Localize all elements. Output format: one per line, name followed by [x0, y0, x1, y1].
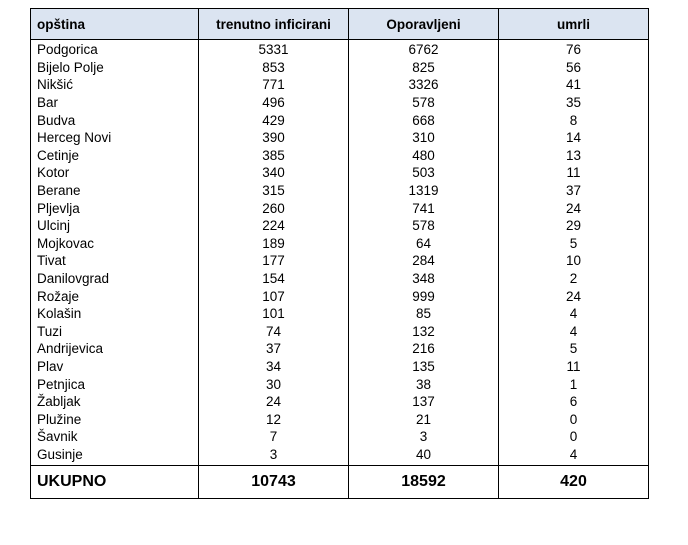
cell-municipality: Podgorica	[31, 40, 199, 59]
table-row	[31, 164, 649, 182]
cell-deaths: 4	[499, 446, 649, 466]
table-row	[31, 217, 649, 235]
cell-recovered: 40	[349, 446, 499, 466]
table-row	[31, 235, 649, 253]
cell-active-cases: 74	[199, 323, 349, 341]
cell-recovered: 216	[349, 340, 499, 358]
table-row	[31, 40, 649, 59]
cell-deaths: 37	[499, 182, 649, 200]
table-row	[31, 59, 649, 77]
cell-active-cases: 3	[199, 446, 349, 466]
cell-recovered: 578	[349, 94, 499, 112]
cell-recovered: 6762	[349, 40, 499, 59]
table-footer	[31, 466, 649, 499]
cell-recovered: 21	[349, 410, 499, 428]
table-row	[31, 270, 649, 288]
cell-deaths: 5	[499, 340, 649, 358]
cell-municipality: Kotor	[31, 164, 199, 182]
cell-deaths: 41	[499, 76, 649, 94]
cell-deaths: 11	[499, 358, 649, 376]
cell-deaths: 10	[499, 252, 649, 270]
cell-municipality: Nikšić	[31, 76, 199, 94]
table-row	[31, 340, 649, 358]
cell-active-cases: 177	[199, 252, 349, 270]
totals-recovered: 18592	[349, 466, 499, 499]
cell-municipality: Ulcinj	[31, 217, 199, 235]
cell-recovered: 3326	[349, 76, 499, 94]
cell-recovered: 668	[349, 111, 499, 129]
cell-municipality: Plužine	[31, 410, 199, 428]
cell-deaths: 6	[499, 393, 649, 411]
table-row	[31, 375, 649, 393]
cell-active-cases: 771	[199, 76, 349, 94]
cell-recovered: 38	[349, 375, 499, 393]
cell-deaths: 0	[499, 428, 649, 446]
cell-recovered: 137	[349, 393, 499, 411]
cell-recovered: 480	[349, 147, 499, 165]
table-row	[31, 287, 649, 305]
cell-deaths: 56	[499, 59, 649, 77]
table-row	[31, 147, 649, 165]
cell-deaths: 24	[499, 287, 649, 305]
cell-active-cases: 853	[199, 59, 349, 77]
cell-deaths: 4	[499, 305, 649, 323]
cell-deaths: 8	[499, 111, 649, 129]
table-row	[31, 393, 649, 411]
cell-recovered: 284	[349, 252, 499, 270]
table-row	[31, 446, 649, 466]
table-row	[31, 199, 649, 217]
table-row	[31, 323, 649, 341]
table-row	[31, 428, 649, 446]
cell-active-cases: 30	[199, 375, 349, 393]
cell-active-cases: 385	[199, 147, 349, 165]
cell-recovered: 135	[349, 358, 499, 376]
cell-deaths: 76	[499, 40, 649, 59]
cell-active-cases: 154	[199, 270, 349, 288]
totals-deaths: 420	[499, 466, 649, 499]
table-row	[31, 94, 649, 112]
cell-municipality: Danilovgrad	[31, 270, 199, 288]
cell-active-cases: 7	[199, 428, 349, 446]
cell-active-cases: 12	[199, 410, 349, 428]
cell-municipality: Berane	[31, 182, 199, 200]
cell-deaths: 0	[499, 410, 649, 428]
cell-municipality: Bijelo Polje	[31, 59, 199, 77]
cell-active-cases: 340	[199, 164, 349, 182]
table-body	[31, 40, 649, 466]
table-row	[31, 305, 649, 323]
cell-municipality: Pljevlja	[31, 199, 199, 217]
cell-deaths: 4	[499, 323, 649, 341]
cell-recovered: 825	[349, 59, 499, 77]
table-row	[31, 410, 649, 428]
table-header	[31, 9, 649, 40]
table-row	[31, 76, 649, 94]
cell-active-cases: 496	[199, 94, 349, 112]
totals-label: UKUPNO	[31, 466, 199, 499]
cell-active-cases: 390	[199, 129, 349, 147]
table-row	[31, 129, 649, 147]
cell-active-cases: 315	[199, 182, 349, 200]
cell-municipality: Rožaje	[31, 287, 199, 305]
cell-municipality: Bar	[31, 94, 199, 112]
totals-active-cases: 10743	[199, 466, 349, 499]
cell-deaths: 35	[499, 94, 649, 112]
table-row	[31, 111, 649, 129]
cell-municipality: Andrijevica	[31, 340, 199, 358]
cell-municipality: Petnjica	[31, 375, 199, 393]
cell-deaths: 13	[499, 147, 649, 165]
cell-municipality: Žabljak	[31, 393, 199, 411]
cell-recovered: 85	[349, 305, 499, 323]
cell-municipality: Plav	[31, 358, 199, 376]
cell-active-cases: 37	[199, 340, 349, 358]
cell-municipality: Mojkovac	[31, 235, 199, 253]
cell-recovered: 503	[349, 164, 499, 182]
cell-recovered: 1319	[349, 182, 499, 200]
totals-row	[31, 466, 649, 499]
header-recovered: Oporavljeni	[349, 9, 499, 40]
cell-recovered: 132	[349, 323, 499, 341]
cell-deaths: 5	[499, 235, 649, 253]
table-row	[31, 182, 649, 200]
cell-active-cases: 429	[199, 111, 349, 129]
cell-recovered: 310	[349, 129, 499, 147]
cell-municipality: Budva	[31, 111, 199, 129]
cell-recovered: 741	[349, 199, 499, 217]
cell-deaths: 14	[499, 129, 649, 147]
cell-municipality: Gusinje	[31, 446, 199, 466]
cell-recovered: 348	[349, 270, 499, 288]
cell-municipality: Tuzi	[31, 323, 199, 341]
cell-recovered: 3	[349, 428, 499, 446]
covid-municipality-table	[30, 8, 649, 499]
cell-deaths: 2	[499, 270, 649, 288]
header-active-cases: trenutno inficirani	[199, 9, 349, 40]
cell-deaths: 24	[499, 199, 649, 217]
cell-active-cases: 5331	[199, 40, 349, 59]
cell-recovered: 999	[349, 287, 499, 305]
table-row	[31, 252, 649, 270]
cell-municipality: Cetinje	[31, 147, 199, 165]
cell-active-cases: 24	[199, 393, 349, 411]
cell-active-cases: 224	[199, 217, 349, 235]
cell-active-cases: 101	[199, 305, 349, 323]
table-row	[31, 358, 649, 376]
cell-active-cases: 107	[199, 287, 349, 305]
cell-active-cases: 260	[199, 199, 349, 217]
cell-deaths: 29	[499, 217, 649, 235]
cell-municipality: Tivat	[31, 252, 199, 270]
header-row	[31, 9, 649, 40]
cell-active-cases: 34	[199, 358, 349, 376]
cell-municipality: Šavnik	[31, 428, 199, 446]
cell-deaths: 11	[499, 164, 649, 182]
header-municipality: opština	[31, 9, 199, 40]
cell-recovered: 64	[349, 235, 499, 253]
cell-active-cases: 189	[199, 235, 349, 253]
cell-municipality: Kolašin	[31, 305, 199, 323]
cell-recovered: 578	[349, 217, 499, 235]
header-deaths: umrli	[499, 9, 649, 40]
cell-municipality: Herceg Novi	[31, 129, 199, 147]
cell-deaths: 1	[499, 375, 649, 393]
